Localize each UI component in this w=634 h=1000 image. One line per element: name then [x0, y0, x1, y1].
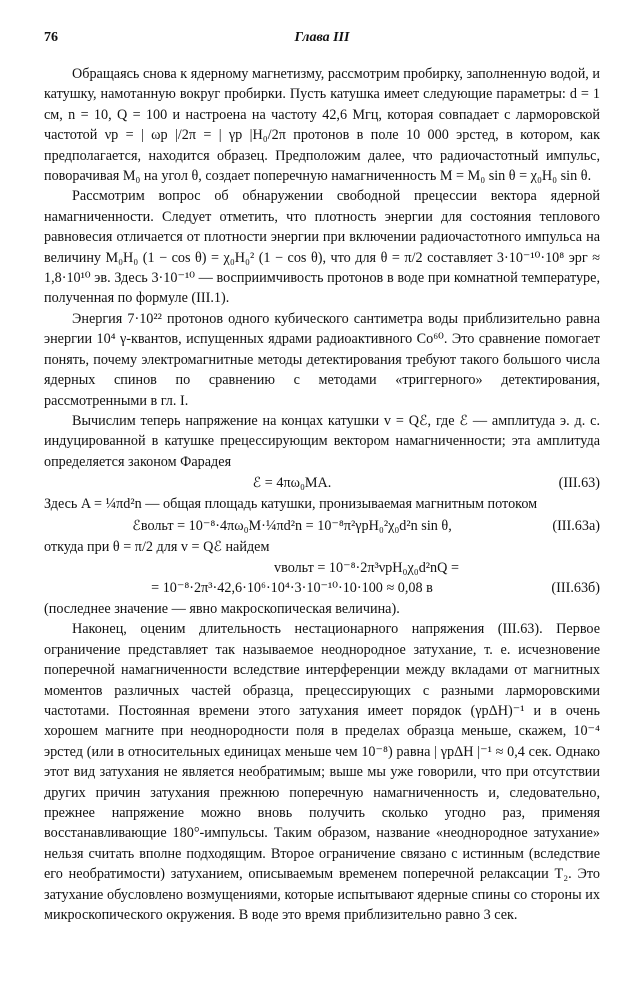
equation-formula: ℰ = 4πω₀MA. — [252, 475, 332, 492]
chapter-title: Глава III — [294, 30, 350, 45]
page-number: 76 — [44, 30, 58, 45]
equation-number: (III.63а) — [552, 517, 600, 534]
paragraph: Энергия 7·10²² протонов одного кубического сантиметра воды приблизительно равна энергии 10⁴ γ-квантов, испущенных ядрами радиоактивного Co⁶⁰. Это сравнение помогает понять, почему электромагнитные методы детектирования требуют такого большого числа ядерных спинов по сравнению с методами «триггерного» детектирования, рассмотренными в гл. I. — [44, 310, 600, 409]
equation-III-63a — [44, 515, 600, 537]
page — [44, 30, 600, 925]
paragraph: Обращаясь снова к ядерному магнетизму, рассмотрим пробирку, заполненную водой, и катушку, намотанную вокруг пробирки. Пусть катушка имеет следующие параметры: d = 1 см, n = 10, Q = 100 и настроена на частоту 42,6 Мгц, которая совпадает с ларморовской частотой νp = | ωp |/2π = | γp |H₀/2π протонов в поле 10 000 эрстед, в котором, как предполагается, находится образец. Предположим далее, что радиочастотный импульс, поворачивая M₀ на угол θ, создает поперечную намагниченность M = M₀ sin θ = χ₀H₀ sin θ. — [44, 66, 600, 185]
equation-formula-line1: vвольт = 10⁻⁸·2π³νpH₀χ₀d²nQ = — [274, 559, 459, 576]
body-text — [44, 64, 600, 925]
equation-III-63b — [44, 557, 600, 599]
paragraph: (последнее значение — явно макроскопическая величина). — [44, 600, 400, 617]
paragraph: Наконец, оценим длительность нестационарного напряжения (III.63). Первое ограничение представляет так называемое неоднородное затухание, т. е. исчезновение поперечной намагниченности вследствие интерференции между вкладами от магнитных моментов различных частей образца, прецессирующих с разными ларморовскими частотами. Постоянная времени этого затухания имеет порядок (γpΔH)⁻¹ и в очень хорошем магните при неоднородности поля в пределах образца меньше, скажем, 10⁻⁴ эрстед (или в относительных единицах меньше чем 10⁻⁸) равна | γpΔH |⁻¹ ≈ 0,4 сек. Однако этот вид затухания не является необратимым; выше мы уже говорили, что при отсутствии других причин затухания прежнюю поперечную намагниченность и, следовательно, прежнее напряжение можно вновь получить сколько угодно раз, применяя восстанавливающие 180°-импульсы. Таким образом, название «неоднородное затухание» нельзя считать вполне подходящим. Второе ограничение связано с истинным (вследствие его необратимости) затуханием, описываемым временем поперечной релаксации T₂. Это затухание обусловлено возмущениями, которые испытывают ядерные спины со стороны их микроскопического окружения. В воде это время приблизительно равно 3 сек. — [44, 621, 600, 924]
equation-number: (III.63) — [558, 475, 600, 492]
equation-formula-line2: = 10⁻⁸·2π³·42,6·10⁶·10⁴·3·10⁻¹⁰·10·100 ≈ 0,08 в — [151, 579, 433, 596]
equation-number: (III.63б) — [551, 579, 600, 596]
equation-formula: ℰвольт = 10⁻⁸·4πω₀M·¼πd²n = 10⁻⁸π²γpH₀²χ₀d²n sin θ, — [132, 517, 452, 534]
paragraph: Вычислим теперь напряжение на концах катушки v = Qℰ, где ℰ — амплитуда э. д. с. индуцированной в катушке прецессирующим вектором намагниченности; эта амплитуда определяется законом Фарадея — [44, 412, 600, 470]
paragraph: Здесь A = ¼πd²n — общая площадь катушки, пронизываемая магнитным потоком — [44, 496, 538, 513]
paragraph: откуда при θ = π/2 для v = Qℰ найдем — [44, 538, 270, 555]
paragraph: Рассмотрим вопрос об обнаружении свободной прецессии вектора ядерной намагниченности. Следует отметить, что плотность энергии для состояния теплового равновесия отличается от плотности энергии при включении радиочастотного импульса на величину M₀H₀ (1 − cos θ) = χ₀H₀² (1 − cos θ), что для θ = π/2 составляет 3·10⁻¹⁰·10⁸ эрг ≈ 1,8·10¹⁰ эв. Здесь 3·10⁻¹⁰ — восприимчивость протонов в воде при комнатной температуре, полученная по формуле (III.1). — [44, 188, 600, 307]
equation-III-63 — [44, 472, 600, 494]
page-header — [44, 30, 600, 50]
